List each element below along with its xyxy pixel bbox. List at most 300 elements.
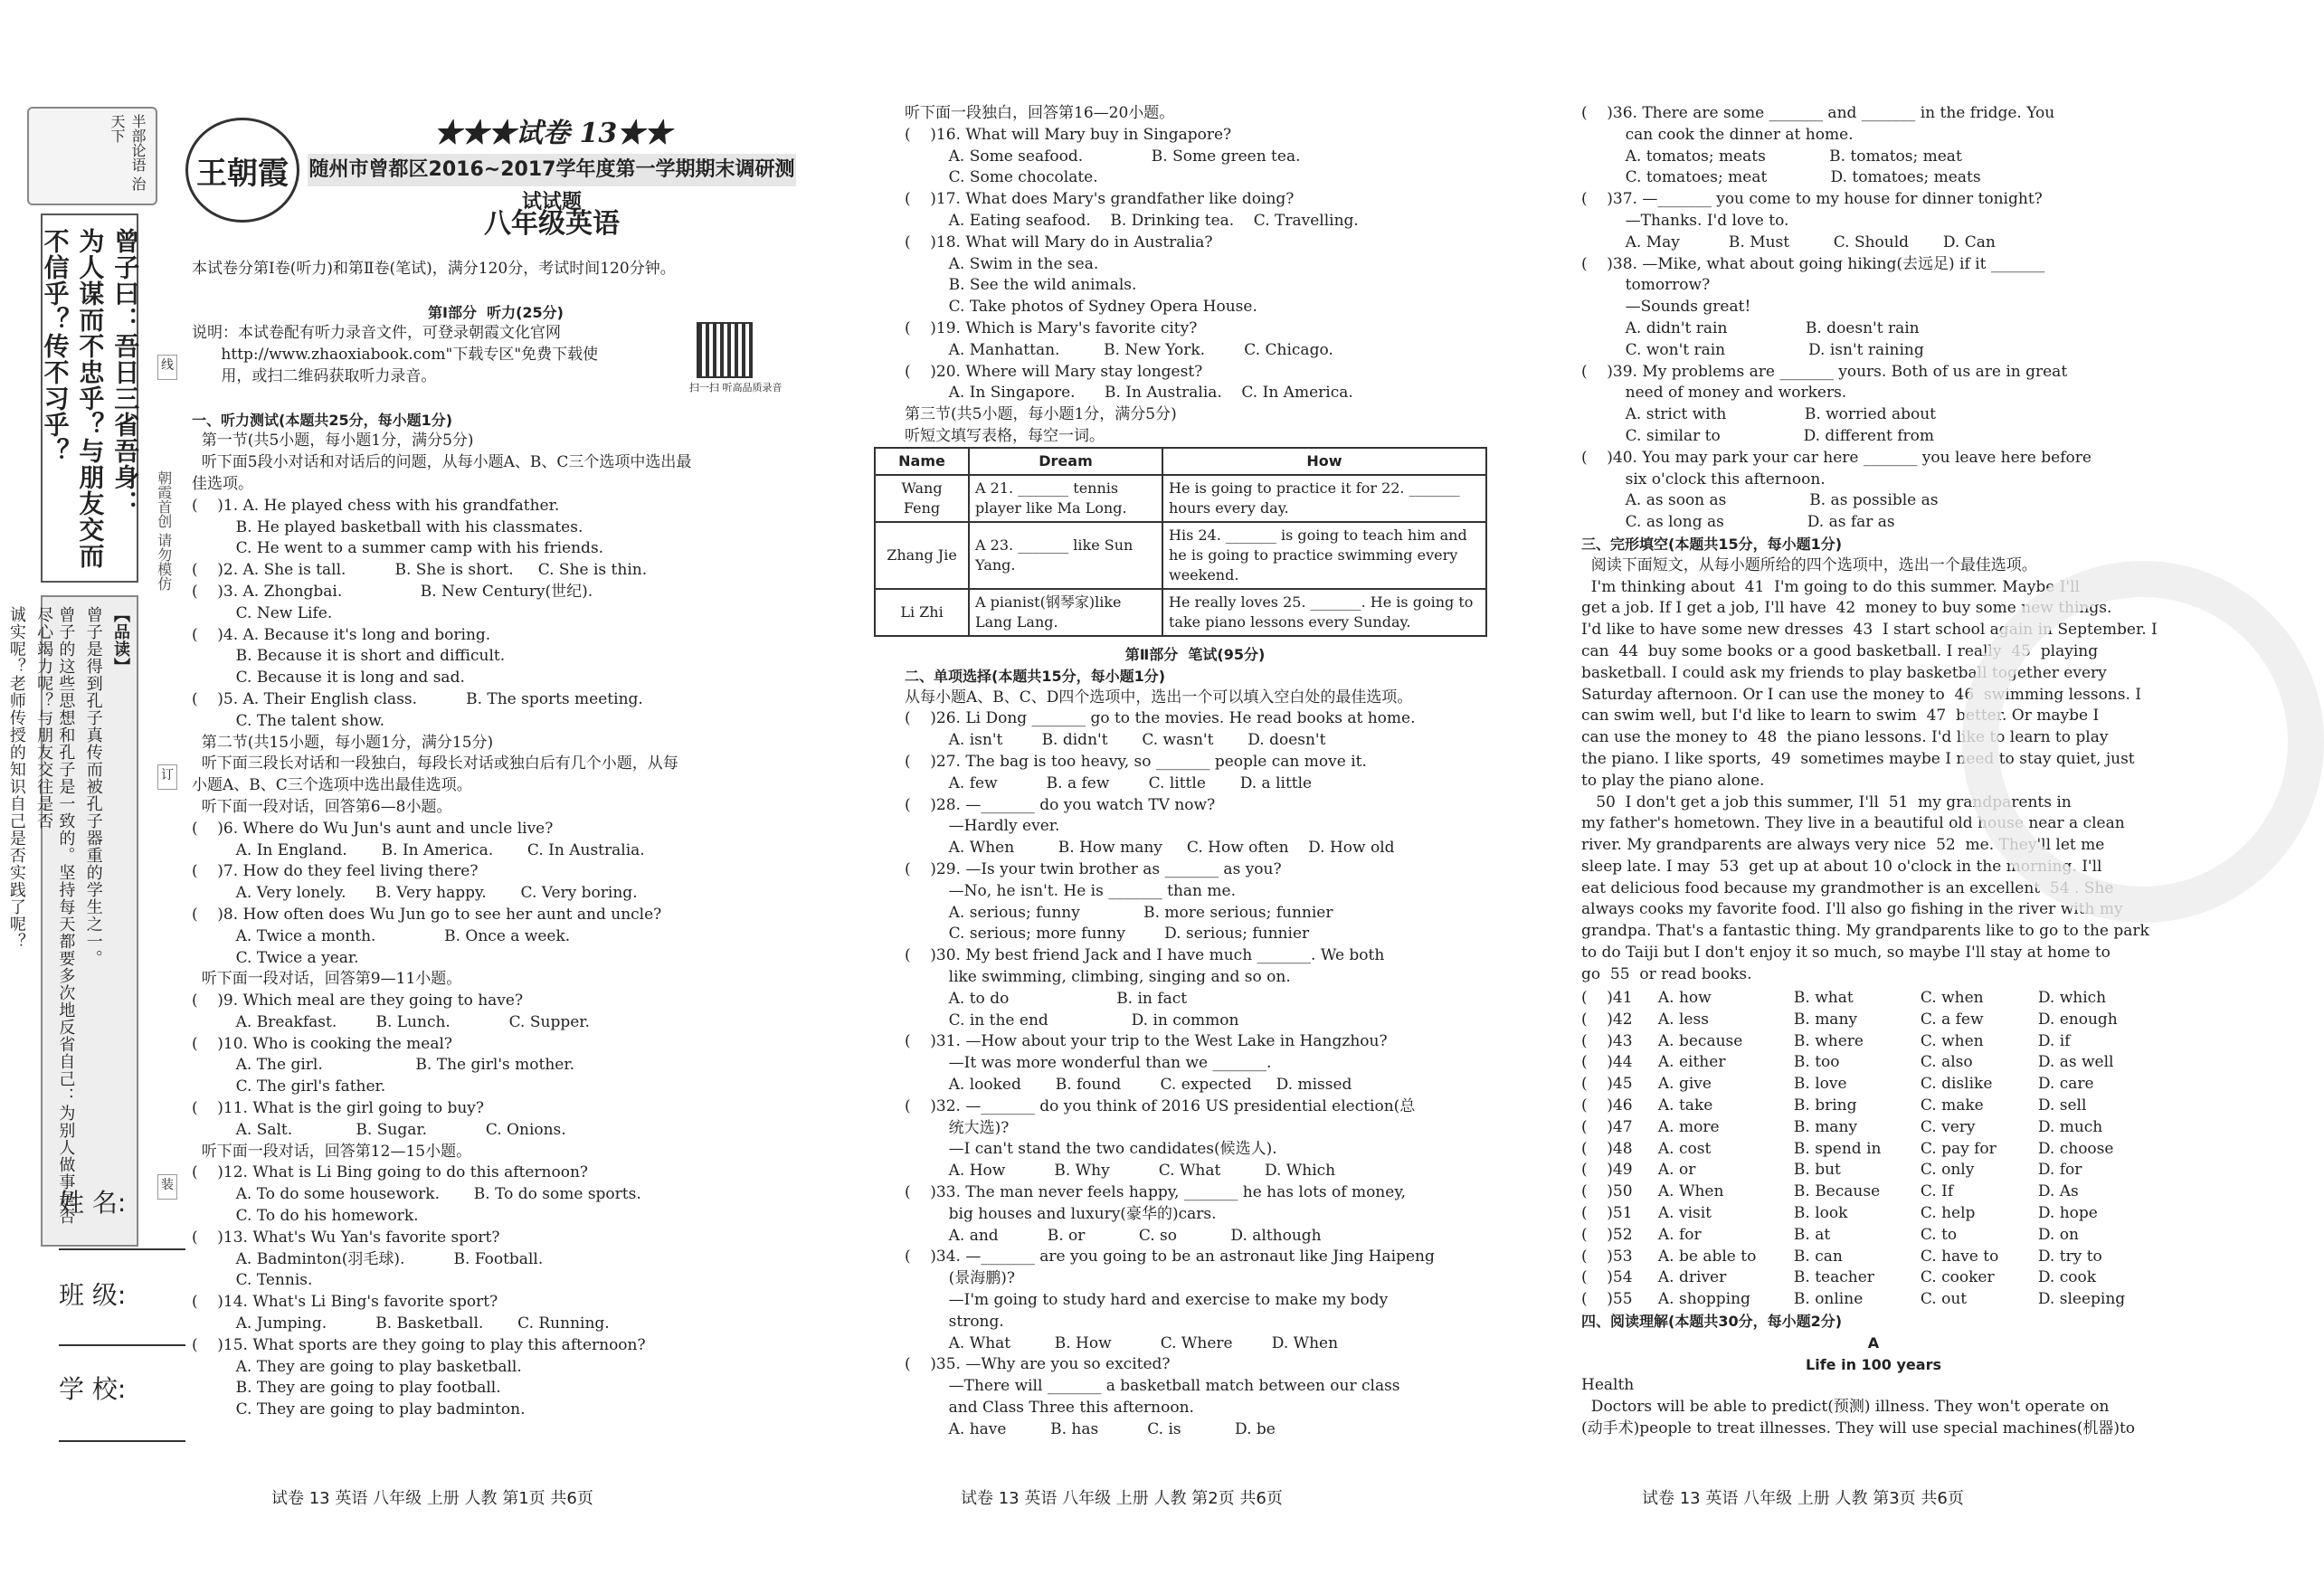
table-cell[interactable]: A 23. _______ like Sun Yang.	[969, 522, 1162, 589]
pindu-commentary-box	[6, 595, 138, 1247]
text-line: —Thanks. I'd love to.	[1581, 211, 1789, 230]
cloze-option-row	[1581, 1267, 2166, 1289]
text-line: ( )31. —How about your trip to the West Lake in Hangzhou?	[905, 1032, 1388, 1051]
text-line: ( )35. —Why are you so excited?	[905, 1355, 1171, 1374]
text-line: A. Twice a month. B. Once a week.	[192, 926, 571, 945]
text-line: A. Badminton(羽毛球). B. Football.	[192, 1249, 544, 1268]
footer-page-3: 试卷 13 英语 八年级 上册 人教 第3页 共6页	[1642, 1489, 1964, 1508]
option-text: D. on	[2037, 1225, 2079, 1244]
text-line: C. They are going to play badminton.	[192, 1400, 526, 1419]
text-line: B. Because it is short and difficult.	[192, 647, 506, 666]
option-text: D. As	[2037, 1182, 2079, 1201]
pindu-title: 【品读】	[111, 606, 130, 675]
option-text: C. also	[1920, 1053, 1973, 1072]
option-text: A. or	[1657, 1161, 1696, 1180]
text-line: ( )19. Which is Mary's favorite city?	[905, 318, 1198, 337]
exam-title: 随州市曾都区2016~2017学年度第一学期期末调研测试试题	[308, 154, 796, 186]
page-2-top	[905, 103, 1485, 448]
question-number: 47	[1612, 1117, 1633, 1136]
option-text: A. be able to	[1657, 1247, 1757, 1266]
text-line: ( )2. A. She is tall. B. She is short. C. She is thin.	[192, 561, 648, 580]
option-text: B. many	[1793, 1117, 1857, 1136]
text-line: Health	[1581, 1376, 1635, 1395]
answer-blank[interactable]: ( )	[1581, 1225, 1613, 1244]
text-line: A. To do some housework. B. To do some sports.	[192, 1185, 641, 1204]
text-line: eat delicious food because my grandmother is an excellent 54 . She	[1581, 878, 2114, 897]
text-line: 听下面一段对话，回答第9—11小题。	[192, 970, 462, 989]
text-line: 50 I don't get a job this summer, I'll 51 my grandparents in	[1581, 792, 2072, 811]
text-line: A. have B. has C. is D. be	[905, 1419, 1276, 1438]
option-text: C. cooker	[1920, 1268, 1995, 1287]
text-line: six o'clock this afternoon.	[1581, 470, 1826, 489]
text-line: —There will _______ a basketball match between our class	[905, 1377, 1400, 1396]
answer-blank[interactable]: ( )	[1581, 1117, 1613, 1136]
option-text: D. cook	[2037, 1268, 2097, 1287]
text-line: 第二节(共15小题，每小题1分，满分15分)	[192, 733, 494, 752]
option-text: D. which	[2037, 989, 2107, 1007]
option-text: A. how	[1657, 989, 1712, 1007]
text-line: C. Take photos of Sydney Opera House.	[905, 298, 1257, 317]
table-cell[interactable]: He is going to practice it for 22. _______ hours every day.	[1162, 475, 1486, 522]
text-line: 第Ⅰ部分 听力(25分)	[428, 303, 564, 321]
cloze-option-row	[1581, 1052, 2166, 1074]
table-cell[interactable]: He really loves 25. _______. He is going to take piano lessons every Sunday.	[1162, 589, 1486, 636]
text-line: ( )32. —_______ do you think of 2016 US presidential election(总	[905, 1096, 1416, 1115]
text-line: (动手术)people to treat illnesses. They will use special machines(机器)to	[1581, 1418, 2136, 1437]
cloze-options	[1581, 988, 2166, 1311]
option-text: C. help	[1920, 1203, 1976, 1222]
text-line: I'd like to have some new dresses 43 I start school again in September. I	[1581, 621, 2158, 640]
text-line: A. Eating seafood. B. Drinking tea. C. Travelling.	[905, 211, 1359, 230]
text-line: like swimming, climbing, singing and so on.	[905, 967, 1291, 986]
text-line: ( )36. There are some _______ and _______ in the fridge. You	[1581, 104, 2055, 122]
text-line: ( )34. —_______ are you going to be an astronaut like Jing Haipeng	[905, 1248, 1435, 1267]
text-line: A. strict with B. worried about	[1581, 405, 1936, 424]
question-number: 44	[1612, 1053, 1633, 1072]
text-line: A. Jumping. B. Basketball. C. Running.	[192, 1314, 610, 1333]
footer-page-2: 试卷 13 英语 八年级 上册 人教 第2页 共6页	[961, 1489, 1283, 1508]
option-text: C. very	[1920, 1117, 1976, 1136]
option-text: A. give	[1657, 1075, 1712, 1094]
text-line: I'm thinking about 41 I'm going to do this summer. Maybe I'll	[1581, 577, 2080, 596]
answer-blank[interactable]: ( )	[1581, 1096, 1613, 1115]
text-line: —It was more wonderful than we _______.	[905, 1054, 1272, 1073]
text-line: ( )30. My best friend Jack and I have much _______. We both	[905, 946, 1385, 965]
decorative-title-box	[27, 107, 157, 205]
text-line: 统大选)?	[905, 1118, 1010, 1137]
option-text: B. what	[1793, 989, 1854, 1007]
text-line: can cook the dinner at home.	[1581, 125, 1854, 144]
option-text: D. as well	[2037, 1053, 2114, 1072]
text-line: 听短文填写表格，每空一词。	[905, 426, 1105, 445]
text-line: 用，或扫二维码获取听力录音。	[192, 366, 437, 385]
text-line: A. serious; funny B. more serious; funnier	[905, 903, 1333, 922]
question-number: 54	[1612, 1268, 1633, 1287]
answer-blank[interactable]: ( )	[1581, 1268, 1613, 1287]
answer-blank[interactable]: ( )	[1581, 1031, 1613, 1050]
text-line: ( )9. Which meal are they going to have?	[192, 991, 524, 1010]
text-line: ( )3. A. Zhongbai. B. New Century(世纪).	[192, 582, 593, 601]
text-line: C. Because it is long and sad.	[192, 669, 465, 688]
question-number: 55	[1612, 1290, 1633, 1309]
text-line: 第Ⅱ部分 笔试(95分)	[1124, 646, 1266, 663]
paper-number: ★★★试卷 13★★	[434, 118, 672, 149]
text-line: to do Taiji but I don't enjoy it so much, so maybe I'll stay at home to	[1581, 944, 2111, 963]
cloze-option-row	[1581, 1074, 2166, 1096]
option-text: C. when	[1920, 989, 1984, 1007]
option-text: A. When	[1657, 1182, 1724, 1201]
text-line: ( )11. What is the girl going to buy?	[192, 1099, 485, 1118]
top-box-text: 半部论语 治天下	[109, 114, 147, 192]
option-text: C. when	[1920, 1031, 1984, 1050]
text-line: ( )12. What is Li Bing going to do this afternoon?	[192, 1163, 589, 1182]
text-line: A. and B. or C. so D. although	[905, 1226, 1322, 1245]
option-text: B. online	[1793, 1290, 1864, 1309]
option-text: C. a few	[1920, 1010, 1984, 1029]
option-text: C. only	[1920, 1161, 1975, 1180]
text-line: A. Some seafood. B. Some green tea.	[905, 147, 1301, 166]
text-line: A. In England. B. In America. C. In Australia.	[192, 840, 645, 859]
text-line: 听下面三段长对话和一段独白，每段长对话或独白后有几个小题，从每	[192, 754, 678, 773]
answer-blank[interactable]: ( )	[1581, 989, 1613, 1007]
answer-blank[interactable]: ( )	[1581, 1161, 1613, 1180]
listening-table	[874, 447, 1487, 637]
school-label: 学 校:	[59, 1374, 127, 1404]
text-line: A. Breakfast. B. Lunch. C. Supper.	[192, 1012, 590, 1031]
text-line: ( )17. What does Mary's grandfather like doing?	[905, 190, 1295, 209]
table-cell: Zhang Jie	[875, 522, 969, 589]
pindu-text-1: 曾子是得到孔子真传而被孔子器重的学生之一。	[83, 606, 103, 967]
table-header-how: How	[1162, 448, 1486, 475]
text-line: A. Very lonely. B. Very happy. C. Very boring.	[192, 884, 638, 903]
text-line: C. as long as D. as far as	[1581, 513, 1895, 532]
text-line	[192, 280, 800, 302]
option-text: D. choose	[2037, 1139, 2114, 1158]
cloze-option-row	[1581, 1031, 2166, 1053]
margin-tag-line: 线	[157, 355, 177, 380]
text-line: C. similar to D. different from	[1581, 426, 1935, 445]
qr-caption: 扫一扫 听高品质录音	[689, 382, 783, 394]
text-line: river. My grandparents are always very nice 52 me. They'll let me	[1581, 836, 2105, 855]
option-text: A. more	[1657, 1117, 1720, 1136]
option-text: D. care	[2037, 1075, 2094, 1094]
text-line: A. How B. Why C. What D. Which	[905, 1162, 1336, 1181]
text-line: tomorrow?	[1581, 276, 1711, 295]
answer-blank[interactable]: ( )	[1581, 1290, 1613, 1309]
option-text: A. less	[1657, 1010, 1709, 1029]
option-text: C. to	[1920, 1225, 1958, 1244]
table-cell[interactable]: His 24. _______ is going to teach him and he is going to practice swimming every weekend.	[1162, 522, 1486, 589]
option-text: B. many	[1793, 1010, 1857, 1029]
answer-blank[interactable]: ( )	[1581, 1182, 1613, 1201]
option-text: B. where	[1793, 1031, 1864, 1050]
table-cell[interactable]: A 21. _______ tennis player like Ma Long.	[969, 475, 1162, 522]
option-text: D. for	[2037, 1161, 2082, 1180]
option-text: D. try to	[2037, 1247, 2102, 1266]
text-line: ( )15. What sports are they going to play this afternoon?	[192, 1335, 646, 1354]
text-line: the piano. I like sports, 49 sometimes maybe I need to stay quiet, just	[1581, 749, 2135, 768]
pindu-text-3: 诚实呢？老师传授的知识自己是否实践了呢？	[6, 606, 26, 950]
text-line: 说明：本试卷配有听力录音文件，可登录朝霞文化官网	[192, 324, 561, 343]
text-line: strong.	[905, 1312, 1004, 1331]
text-line: A. as soon as B. as possible as	[1581, 491, 1939, 510]
question-number: 50	[1612, 1182, 1633, 1201]
text-line: C. tomatoes; meat D. tomatoes; meats	[1581, 168, 1981, 187]
page-1-column	[192, 259, 800, 1421]
table-row	[875, 475, 1486, 522]
table-cell: A pianist(钢琴家)like Lang Lang.	[969, 589, 1162, 636]
answer-blank[interactable]: ( )	[1581, 1139, 1613, 1158]
option-text: A. either	[1657, 1053, 1726, 1072]
cloze-option-row	[1581, 1203, 2166, 1225]
text-line: C. The talent show.	[192, 711, 385, 730]
text-line: 本试卷分第Ⅰ卷(听力)和第Ⅱ卷(笔试)，满分120分，考试时间120分钟。	[192, 260, 676, 278]
class-field-line[interactable]	[59, 1344, 185, 1346]
text-line: 第三节(共5小题，每小题1分，满分5分)	[905, 405, 1177, 424]
school-field-line[interactable]	[59, 1440, 185, 1442]
option-text: D. hope	[2037, 1203, 2098, 1222]
text-line: grandpa. That's a fantastic thing. My grandparents like to go to the park	[1581, 922, 2149, 941]
text-line: ( )29. —Is your twin brother as _______ as you?	[905, 859, 1282, 878]
text-line: ( )5. A. Their English class. B. The sports meeting.	[192, 689, 643, 708]
option-text: A. driver	[1657, 1268, 1727, 1287]
option-text: B. love	[1793, 1075, 1847, 1094]
text-line: C. Twice a year.	[192, 948, 359, 967]
answer-blank[interactable]: ( )	[1581, 1203, 1613, 1222]
option-text: D. sleeping	[2037, 1290, 2126, 1309]
motto-box	[40, 213, 141, 583]
option-text: D. much	[2037, 1117, 2103, 1136]
text-line: ( )14. What's Li Bing's favorite sport?	[192, 1293, 498, 1312]
side-notes: 朝霞首创 请勿模仿	[155, 470, 173, 592]
text-line: A. Swim in the sea.	[905, 254, 1099, 273]
option-text: C. dislike	[1920, 1075, 1993, 1094]
text-line: 听下面一段对话，回答第12—15小题。	[192, 1142, 472, 1161]
option-text: B. Because	[1793, 1182, 1881, 1201]
option-text: C. out	[1920, 1290, 1968, 1309]
text-line: ( )28. —_______ do you watch TV now?	[905, 795, 1216, 814]
text-line	[192, 388, 800, 410]
text-line: —I'm going to study hard and exercise to make my body	[905, 1290, 1389, 1309]
option-text: B. at	[1793, 1225, 1831, 1244]
text-line: ( )1. A. He played chess with his grandfather.	[192, 496, 560, 515]
text-line: can use the money to 48 the piano lessons. I'd like to learn to play	[1581, 728, 2109, 747]
table-header-name: Name	[875, 448, 969, 475]
text-line: —Hardly ever.	[905, 817, 1060, 836]
answer-blank[interactable]: ( )	[1581, 1075, 1613, 1094]
option-text: C. make	[1920, 1096, 1984, 1115]
text-line: ( )6. Where do Wu Jun's aunt and uncle live?	[192, 819, 554, 838]
text-line: always cooks my favorite food. I'll also go fishing in the river with my	[1581, 900, 2123, 919]
cloze-option-row	[1581, 1247, 2166, 1268]
text-line: A. few B. a few C. little D. a little	[905, 773, 1313, 792]
option-text: A. take	[1657, 1096, 1713, 1115]
text-line: A	[1867, 1333, 1880, 1352]
text-line: —No, he isn't. He is _______ than me.	[905, 881, 1236, 900]
cloze-option-row	[1581, 1139, 2166, 1161]
text-line: 第一节(共5小题，每小题1分，满分5分)	[192, 432, 474, 451]
margin-tag-order: 订	[157, 764, 177, 790]
answer-blank[interactable]: ( )	[1581, 1247, 1613, 1266]
option-text: A. for	[1657, 1225, 1702, 1244]
text-line: Life in 100 years	[1806, 1355, 1941, 1373]
text-line: 听下面一段对话，回答第6—8小题。	[192, 797, 452, 816]
text-line: C. Some chocolate.	[905, 168, 1098, 187]
table-cell: Li Zhi	[875, 589, 969, 636]
text-line: 四、阅读理解(本题共30分，每小题2分)	[1581, 1313, 1843, 1330]
text-line: C. New Life.	[192, 603, 333, 622]
text-line: ( )13. What's Wu Yan's favorite sport?	[192, 1228, 500, 1247]
text-line: A. to do B. in fact	[905, 989, 1188, 1008]
text-line: A. The girl. B. The girl's mother.	[192, 1056, 575, 1075]
text-line: C. To do his homework.	[192, 1207, 419, 1226]
watermark-seal	[1962, 561, 2324, 923]
text-line: can 44 buy some books or a good basketball. I really 45 playing	[1581, 641, 2099, 660]
text-line: 听下面5段小对话和对话后的问题，从每小题A、B、C三个选项中选出最	[192, 453, 692, 472]
text-line: ( )4. A. Because it's long and boring.	[192, 625, 491, 644]
text-line: B. They are going to play football.	[192, 1379, 501, 1398]
text-line: ( )33. The man never feels happy, _______ he has lots of money,	[905, 1182, 1407, 1201]
text-line: my father's hometown. They live in a beautiful old house near a clean	[1581, 814, 2125, 833]
subject-title: 八年级英语	[484, 208, 620, 240]
option-text: A. cost	[1657, 1139, 1712, 1158]
question-number: 52	[1612, 1225, 1633, 1244]
question-number: 49	[1612, 1161, 1633, 1180]
text-line: ( )20. Where will Mary stay longest?	[905, 362, 1203, 381]
class-label: 班 级:	[59, 1280, 127, 1310]
text-line: ( )16. What will Mary buy in Singapore?	[905, 125, 1232, 144]
text-line: ( )38. —Mike, what about going hiking(去远足) if it _______	[1581, 254, 2045, 273]
cloze-option-row	[1581, 1010, 2166, 1031]
text-line: ( )8. How often does Wu Jun go to see her aunt and uncle?	[192, 905, 662, 924]
text-line: ( )40. You may park your car here _______ you leave here before	[1581, 448, 2092, 467]
cloze-option-row	[1581, 1096, 2166, 1117]
text-line: A. looked B. found C. expected D. missed	[905, 1075, 1352, 1094]
text-line: and Class Three this afternoon.	[905, 1398, 1194, 1417]
question-number: 46	[1612, 1096, 1633, 1115]
text-line: A. When B. How many C. How often D. How old	[905, 839, 1395, 858]
option-text: B. too	[1793, 1053, 1840, 1072]
option-text: D. enough	[2037, 1010, 2118, 1029]
text-line: Doctors will be able to predict(预测) illness. They won't operate on	[1581, 1398, 2110, 1417]
text-line: C. He went to a summer camp with his friends.	[192, 539, 604, 558]
text-line: C. The girl's father.	[192, 1077, 386, 1096]
text-line: A. They are going to play basketball.	[192, 1357, 522, 1376]
table-row	[875, 589, 1486, 636]
text-line: 听下面一段独白，回答第16—20小题。	[905, 104, 1175, 122]
footer-page-1: 试卷 13 英语 八年级 上册 人教 第1页 共6页	[271, 1489, 593, 1508]
text-line: basketball. I could ask my friends to play basketball together every	[1581, 663, 2107, 682]
question-number: 43	[1612, 1031, 1633, 1050]
table-cell: Wang Feng	[875, 475, 969, 522]
name-field-line[interactable]	[59, 1248, 185, 1250]
option-text: B. but	[1793, 1161, 1841, 1180]
table-header-dream: Dream	[969, 448, 1162, 475]
option-text: C. pay for	[1920, 1139, 1997, 1158]
question-number: 51	[1612, 1203, 1633, 1222]
page-2-bottom	[905, 644, 1485, 1440]
question-number: 48	[1612, 1139, 1633, 1158]
option-text: D. if	[2037, 1031, 2071, 1050]
answer-blank[interactable]: ( )	[1581, 1053, 1613, 1072]
text-line: C. serious; more funny D. serious; funnier	[905, 925, 1310, 944]
motto-line-3: 不信乎？传不习乎？	[40, 228, 71, 464]
cloze-option-row	[1581, 1225, 2166, 1247]
option-text: D. sell	[2037, 1096, 2087, 1115]
option-text: C. If	[1920, 1182, 1954, 1201]
option-text: B. look	[1793, 1203, 1848, 1222]
text-line: sleep late. I may 53 get up at about 10 o'clock in the morning. I'll	[1581, 857, 2102, 876]
text-line: B. See the wild animals.	[905, 276, 1137, 295]
text-line: http://www.zhaoxiabook.com"下载专区"免费下载使	[192, 346, 599, 365]
text-line: A. In Singapore. B. In Australia. C. In America.	[905, 384, 1353, 403]
text-line: go 55 or read books.	[1581, 964, 1752, 983]
text-line: 佳选项。	[192, 474, 253, 493]
text-line: B. He played basketball with his classmates.	[192, 517, 583, 536]
text-line: 从每小题A、B、C、D四个选项中，选出一个可以填入空白处的最佳选项。	[905, 688, 1413, 707]
text-line: A. What B. How C. Where D. When	[905, 1333, 1339, 1352]
table-row	[875, 522, 1486, 589]
option-text: B. can	[1793, 1247, 1843, 1266]
text-line: to play the piano alone.	[1581, 771, 1765, 790]
question-number: 42	[1612, 1010, 1633, 1029]
margin-tag-bind: 装	[157, 1174, 177, 1200]
text-line: 一、听力测试(本题共25分，每小题1分)	[192, 411, 453, 429]
text-line: get a job. If I get a job, I'll have 42 money to buy some new things.	[1581, 599, 2112, 618]
cloze-option-row	[1581, 1117, 2166, 1139]
motto-line-1: 曾子曰：吾日三省吾身：	[110, 228, 141, 517]
option-text: B. spend in	[1793, 1139, 1882, 1158]
option-text: C. have to	[1920, 1247, 1999, 1266]
text-line: A. Salt. B. Sugar. C. Onions.	[192, 1120, 566, 1139]
cloze-option-row	[1581, 1289, 2166, 1311]
publisher-logo: 王朝霞	[185, 118, 299, 223]
text-line: ( )27. The bag is too heavy, so _______ people can move it.	[905, 752, 1367, 771]
text-line: 小题A、B、C三个选项中选出最佳选项。	[192, 776, 472, 795]
cloze-option-row	[1581, 1181, 2166, 1203]
option-text: A. because	[1657, 1031, 1743, 1050]
text-line: A. tomatos; meats B. tomatos; meat	[1581, 147, 1962, 166]
pindu-text-2: 曾子的这些思想和孔子是一致的。坚持每天都要多次地反省自己：为别人做事是否尽心竭力呢？与朋友交往是否	[34, 606, 76, 1225]
text-line: ( )10. Who is cooking the meal?	[192, 1034, 453, 1053]
text-line: (景海鹏)?	[905, 1269, 1016, 1288]
text-line: ( )26. Li Dong _______ go to the movies. He read books at home.	[905, 709, 1416, 728]
text-line: ( )37. —_______ you come to my house for dinner tonight?	[1581, 190, 2043, 209]
name-label: 姓 名:	[59, 1188, 127, 1218]
text-line: can swim well, but I'd like to learn to swim 47 better. Or maybe I	[1581, 707, 2100, 726]
text-line: Saturday afternoon. Or I can use the money to 46 swimming lessons. I	[1581, 685, 2141, 704]
option-text: B. teacher	[1793, 1268, 1874, 1287]
motto-line-2: 为人谋而不忠乎？与朋友交而	[75, 228, 106, 569]
text-line: A. didn't rain B. doesn't rain	[1581, 318, 1920, 337]
text-line: ( )18. What will Mary do in Australia?	[905, 232, 1213, 251]
text-line: 阅读下面短文，从每小题所给的四个选项中，选出一个最佳选项。	[1581, 555, 2037, 574]
text-line: A. May B. Must C. Should D. Can	[1581, 232, 1996, 251]
text-line: 二、单项选择(本题共15分，每小题1分)	[905, 667, 1166, 685]
text-line: ( )39. My problems are _______ yours. Both of us are in great	[1581, 362, 2068, 381]
text-line: —Sounds great!	[1581, 298, 1751, 317]
text-line: ( )7. How do they feel living there?	[192, 862, 479, 881]
cloze-option-row	[1581, 988, 2166, 1010]
option-text: A. visit	[1657, 1203, 1712, 1222]
text-line: C. in the end D. in common	[905, 1010, 1239, 1029]
binding-sidebar	[6, 107, 154, 1446]
text-line: need of money and workers.	[1581, 384, 1847, 403]
text-line: —I can't stand the two candidates(候选人).	[905, 1140, 1277, 1159]
answer-blank[interactable]: ( )	[1581, 1010, 1613, 1029]
text-line: big houses and luxury(豪华的)cars.	[905, 1204, 1217, 1223]
text-line: 三、完形填空(本题共15分，每小题1分)	[1581, 535, 1843, 553]
